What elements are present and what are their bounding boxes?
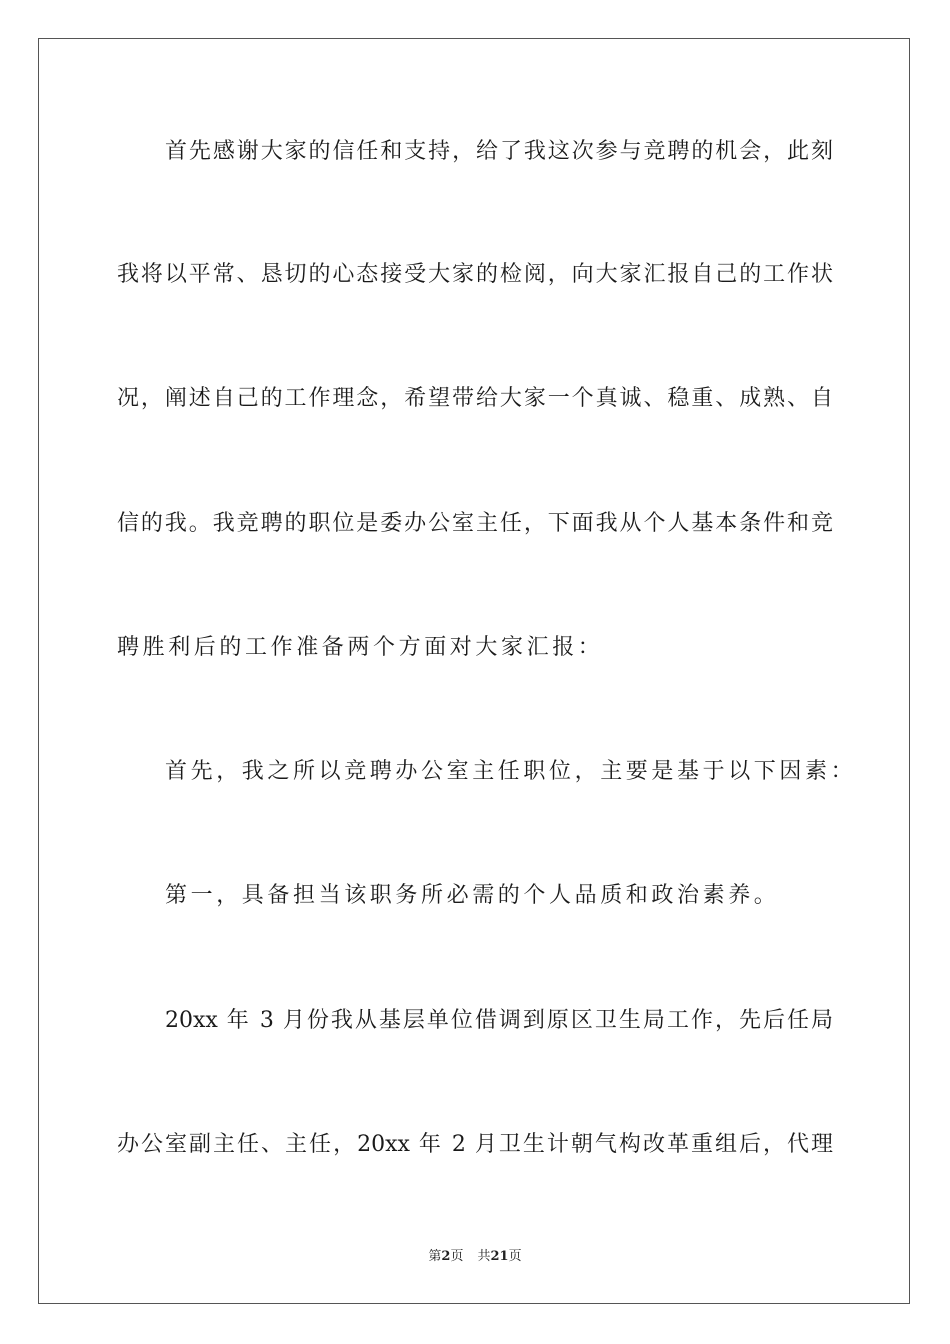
paragraph-line: 况，阐述自己的工作理念，希望带给大家一个真诚、稳重、成熟、自 bbox=[117, 386, 833, 411]
page-footer bbox=[0, 1248, 950, 1266]
total-prefix: 共 bbox=[477, 1249, 491, 1264]
paragraph-line: 信的我。我竞聘的职位是委办公室主任，下面我从个人基本条件和竞 bbox=[117, 511, 833, 536]
paragraph-line: 第一，具备担当该职务所必需的个人品质和政治素养。 bbox=[165, 883, 780, 908]
paragraph-line: 首先感谢大家的信任和支持，给了我这次参与竞聘的机会，此刻 bbox=[165, 139, 833, 164]
paragraph-line: 20xx 年 3 月份我从基层单位借调到原区卫生局工作，先后任局 bbox=[165, 1008, 833, 1033]
page-suffix: 页 bbox=[450, 1249, 464, 1264]
page-prefix: 第 bbox=[428, 1249, 442, 1264]
paragraph-line: 首先，我之所以竞聘办公室主任职位，主要是基于以下因素： bbox=[165, 759, 857, 784]
paragraph-line: 聘胜利后的工作准备两个方面对大家汇报： bbox=[117, 635, 604, 660]
paragraph-line: 我将以平常、恳切的心态接受大家的检阅，向大家汇报自己的工作状 bbox=[117, 262, 833, 287]
total-suffix: 页 bbox=[508, 1249, 522, 1264]
page-number: 2 bbox=[441, 1249, 451, 1264]
paragraph-line: 办公室副主任、主任，20xx 年 2 月卫生计朝气构改革重组后，代理 bbox=[117, 1132, 833, 1157]
page-border bbox=[38, 38, 910, 1304]
total-pages: 21 bbox=[490, 1249, 509, 1264]
